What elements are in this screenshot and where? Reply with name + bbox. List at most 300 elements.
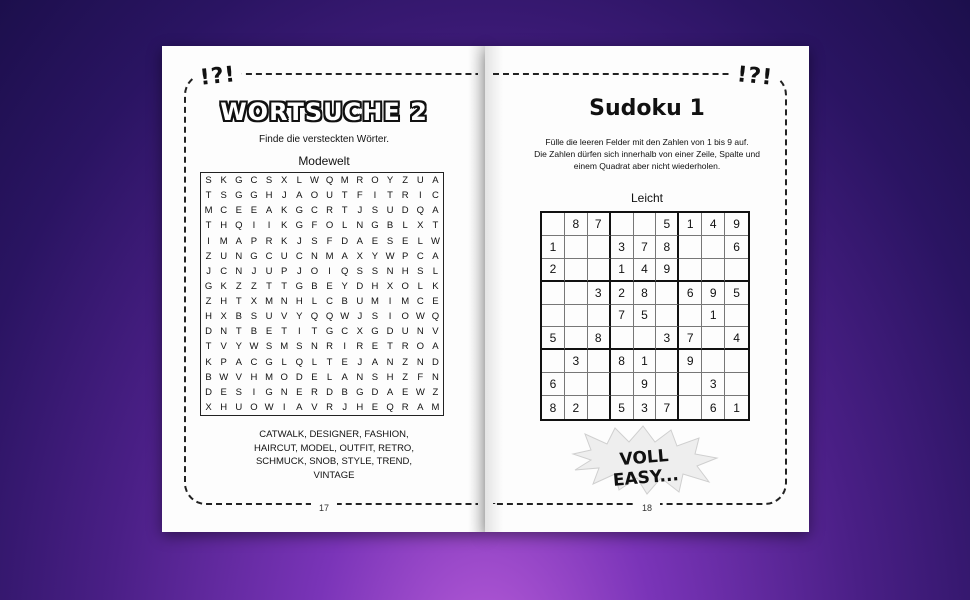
letter-cell: I <box>388 311 392 323</box>
letter-cell: S <box>371 371 379 383</box>
letter-cell: C <box>295 250 303 262</box>
letter-cell: K <box>281 205 288 217</box>
letter-cell: P <box>402 250 409 262</box>
sudoku-cell[interactable]: 5 <box>656 213 679 236</box>
sudoku-cell[interactable] <box>588 236 611 259</box>
letter-cell: C <box>265 250 273 262</box>
letter-cell: O <box>280 371 288 383</box>
right-page <box>485 46 809 532</box>
letter-cell: E <box>311 371 318 383</box>
letter-cell: O <box>371 175 379 187</box>
letter-cell: M <box>280 341 289 353</box>
letter-cell: M <box>204 205 213 217</box>
letter-cell: K <box>220 280 227 292</box>
letter-cell: C <box>432 190 439 202</box>
sudoku-cell[interactable]: 6 <box>725 236 748 259</box>
sudoku-cell[interactable]: 1 <box>542 236 565 259</box>
sudoku-cell[interactable]: 3 <box>611 236 634 259</box>
letter-cell: E <box>402 235 409 247</box>
letter-cell: R <box>311 386 318 398</box>
letter-cell: L <box>311 356 318 368</box>
sudoku-cell[interactable] <box>565 282 588 305</box>
letter-cell: O <box>310 265 319 277</box>
sudoku-cell[interactable] <box>725 373 748 396</box>
letter-cell: Q <box>386 401 394 413</box>
sudoku-cell[interactable]: 8 <box>611 350 634 373</box>
sudoku-cell[interactable] <box>679 396 702 419</box>
sudoku-cell[interactable] <box>611 373 634 396</box>
letter-cell: I <box>328 265 331 277</box>
sudoku-cell[interactable]: 5 <box>725 282 748 305</box>
letter-cell: W <box>415 386 425 398</box>
letter-cell: P <box>250 235 258 247</box>
sudoku-cell[interactable]: 7 <box>679 327 702 350</box>
letter-cell: D <box>326 386 333 398</box>
letter-cell: K <box>205 356 212 368</box>
letter-cell: N <box>280 386 288 398</box>
sudoku-cell[interactable]: 9 <box>679 350 702 373</box>
letter-cell: E <box>235 205 242 217</box>
letter-cell: O <box>250 401 258 413</box>
sudoku-cell[interactable] <box>611 327 634 350</box>
sudoku-cell[interactable]: 5 <box>634 305 657 328</box>
letter-cell: E <box>341 356 348 368</box>
letter-cell: S <box>265 175 273 187</box>
letter-cell: B <box>341 386 348 398</box>
sudoku-cell[interactable]: 4 <box>702 213 725 236</box>
sudoku-cell[interactable] <box>702 236 725 259</box>
letter-cell: E <box>220 386 227 398</box>
letter-cell: T <box>281 280 288 292</box>
sudoku-cell[interactable]: 1 <box>634 350 657 373</box>
letter-cell: A <box>265 205 273 217</box>
letter-cell: J <box>296 265 302 277</box>
sudoku-cell[interactable] <box>725 259 748 282</box>
letter-cell: T <box>341 205 348 217</box>
letter-cell: R <box>401 401 409 413</box>
letter-cell: W <box>340 311 350 323</box>
sudoku-cell[interactable]: 5 <box>542 327 565 350</box>
letter-cell: I <box>207 235 210 247</box>
exclamation-mark-decoration: !?! <box>193 62 243 92</box>
sudoku-cell[interactable] <box>565 305 588 328</box>
sudoku-cell[interactable]: 3 <box>565 350 588 373</box>
letter-cell: U <box>416 175 424 187</box>
letter-cell: H <box>295 296 303 308</box>
letter-cell: B <box>341 296 348 308</box>
letter-cell: Y <box>341 280 348 292</box>
sudoku-cell[interactable]: 1 <box>702 305 725 328</box>
letter-cell: N <box>356 220 364 232</box>
letter-cell: N <box>220 326 228 338</box>
letter-cell: V <box>235 371 242 383</box>
letter-cell: Z <box>235 280 242 292</box>
letter-cell: L <box>326 371 333 383</box>
letter-cell: U <box>401 326 409 338</box>
letter-cell: X <box>386 280 394 292</box>
sudoku-cell[interactable] <box>542 213 565 236</box>
sudoku-cell[interactable]: 2 <box>611 282 634 305</box>
sudoku-cell[interactable] <box>725 305 748 328</box>
sudoku-cell[interactable] <box>679 259 702 282</box>
letter-cell: N <box>235 265 243 277</box>
letter-cell: Z <box>205 250 212 262</box>
letter-cell: H <box>220 296 228 308</box>
letter-cell: U <box>326 190 333 202</box>
letter-cell: A <box>371 356 379 368</box>
letter-cell: S <box>311 235 318 247</box>
letter-cell: A <box>386 386 394 398</box>
letter-cell: G <box>325 326 334 338</box>
sudoku-cell[interactable] <box>702 327 725 350</box>
letter-cell: Q <box>295 356 303 368</box>
letter-cell: S <box>371 311 379 323</box>
letter-cell: O <box>416 341 424 353</box>
letter-cell: X <box>281 175 288 187</box>
letter-cell: N <box>386 356 394 368</box>
sudoku-cell[interactable]: 8 <box>656 236 679 259</box>
letter-cell: R <box>401 190 409 202</box>
page-number: 18 <box>634 503 660 513</box>
letter-cell: N <box>416 356 424 368</box>
letter-cell: H <box>205 311 212 323</box>
letter-cell: L <box>402 220 408 232</box>
letter-cell: B <box>235 311 242 323</box>
letter-cell: X <box>356 326 363 338</box>
letter-cell: H <box>265 190 273 202</box>
letter-cell: W <box>264 401 274 413</box>
letter-cell: L <box>311 296 318 308</box>
letter-cell: U <box>356 296 364 308</box>
letter-cell: T <box>432 220 439 232</box>
letter-cell: V <box>311 401 318 413</box>
letter-cell: H <box>356 401 364 413</box>
letter-cell: N <box>356 371 364 383</box>
letter-cell: E <box>250 205 258 217</box>
letter-cell: H <box>220 220 228 232</box>
letter-cell: Q <box>325 175 334 187</box>
sudoku-cell[interactable]: 7 <box>634 236 657 259</box>
letter-cell: X <box>205 401 212 413</box>
sudoku-cell[interactable]: 8 <box>542 396 565 419</box>
sudoku-cell[interactable] <box>702 350 725 373</box>
sudoku-cell[interactable]: 2 <box>542 259 565 282</box>
letter-cell: X <box>220 311 227 323</box>
sudoku-cell[interactable]: 9 <box>656 259 679 282</box>
sudoku-cell[interactable]: 5 <box>611 396 634 419</box>
letter-cell: P <box>220 356 227 368</box>
sudoku-cell[interactable] <box>634 327 657 350</box>
letter-cell: G <box>204 280 213 292</box>
sudoku-cell[interactable]: 1 <box>679 213 702 236</box>
letter-cell: M <box>370 296 379 308</box>
letter-cell: T <box>235 296 242 308</box>
sudoku-cell[interactable]: 8 <box>634 282 657 305</box>
sudoku-cell[interactable] <box>588 305 611 328</box>
letter-cell: C <box>416 250 424 262</box>
letter-cell: U <box>386 205 394 217</box>
letter-cell: T <box>341 190 348 202</box>
letter-cell: B <box>205 371 212 383</box>
sudoku-cell[interactable] <box>656 350 679 373</box>
letter-cell: E <box>371 341 379 353</box>
letter-cell: J <box>281 190 287 202</box>
letter-cell: F <box>417 371 424 383</box>
sudoku-cell[interactable]: 6 <box>542 373 565 396</box>
letter-cell: S <box>265 341 273 353</box>
sudoku-cell[interactable] <box>542 350 565 373</box>
letter-cell: F <box>356 190 363 202</box>
sudoku-cell[interactable] <box>542 305 565 328</box>
letter-cell: X <box>356 250 363 262</box>
letter-cell: R <box>265 235 273 247</box>
sudoku-cell[interactable]: 3 <box>702 373 725 396</box>
letter-cell: N <box>386 265 394 277</box>
letter-cell: Q <box>431 311 440 323</box>
sudoku-cell[interactable] <box>656 305 679 328</box>
letter-cell: L <box>342 220 348 232</box>
letter-cell: C <box>220 205 228 217</box>
letter-cell: S <box>205 175 212 187</box>
letter-cell: H <box>401 265 409 277</box>
word-search-subtitle: Finde die versteckten Wörter. <box>258 134 390 145</box>
letter-cell: D <box>295 371 303 383</box>
sudoku-cell[interactable] <box>588 350 611 373</box>
letter-cell: Q <box>310 311 319 323</box>
letter-cell: M <box>401 296 410 308</box>
letter-cell: H <box>250 371 258 383</box>
sudoku-cell[interactable] <box>679 305 702 328</box>
sudoku-cell[interactable] <box>656 282 679 305</box>
letter-cell: O <box>325 220 334 232</box>
letter-cell: Z <box>402 356 409 368</box>
letter-cell: Z <box>205 296 212 308</box>
sudoku-cell[interactable]: 7 <box>588 213 611 236</box>
letter-cell: J <box>357 205 363 217</box>
sudoku-title: Sudoku 1 <box>589 96 705 121</box>
sudoku-cell[interactable]: 6 <box>679 282 702 305</box>
sudoku-cell[interactable]: 3 <box>634 396 657 419</box>
sudoku-cell[interactable] <box>634 213 657 236</box>
letter-cell: A <box>356 235 363 247</box>
letter-cell: Q <box>235 220 243 232</box>
letter-cell: O <box>310 190 319 202</box>
letter-cell: D <box>205 386 212 398</box>
letter-cell: M <box>431 401 440 413</box>
letter-cell: D <box>401 205 409 217</box>
sudoku-cell[interactable]: 7 <box>611 305 634 328</box>
letter-cell: I <box>282 401 286 413</box>
letter-cell: N <box>416 326 424 338</box>
sudoku-cell[interactable] <box>565 373 588 396</box>
letter-cell: D <box>432 356 439 368</box>
letter-cell: C <box>250 356 258 368</box>
letter-cell: A <box>296 401 303 413</box>
letter-cell: A <box>235 235 242 247</box>
word-list-line: HAIRCUT, MODEL, OUTFIT, RETRO, <box>254 442 414 454</box>
letter-cell: J <box>251 265 257 277</box>
sudoku-cell[interactable]: 1 <box>611 259 634 282</box>
letter-cell: L <box>417 235 423 247</box>
letter-cell: A <box>235 356 242 368</box>
letter-cell: I <box>252 220 256 232</box>
sudoku-cell[interactable] <box>542 282 565 305</box>
letter-cell: H <box>371 280 379 292</box>
sudoku-cell[interactable]: 3 <box>656 327 679 350</box>
letter-cell: I <box>418 190 422 202</box>
sudoku-cell[interactable] <box>588 396 611 419</box>
sudoku-cell[interactable]: 1 <box>733 400 740 415</box>
letter-cell: S <box>235 386 242 398</box>
letter-cell: W <box>385 250 395 262</box>
letter-cell: Y <box>386 175 394 187</box>
letter-cell: W <box>309 175 319 187</box>
letter-cell: I <box>297 326 301 338</box>
letter-cell: T <box>281 326 288 338</box>
letter-cell: G <box>371 220 379 232</box>
sudoku-cell[interactable] <box>679 373 702 396</box>
letter-cell: C <box>250 175 258 187</box>
letter-cell: B <box>386 220 394 232</box>
letter-cell: G <box>235 175 243 187</box>
letter-cell: S <box>371 205 379 217</box>
sudoku-cell[interactable] <box>588 373 611 396</box>
letter-cell: S <box>220 190 227 202</box>
letter-cell: G <box>250 250 258 262</box>
word-list <box>222 428 446 482</box>
letter-cell: E <box>432 296 439 308</box>
letter-cell: E <box>371 401 379 413</box>
sudoku-cell[interactable] <box>565 236 588 259</box>
letter-cell: T <box>387 341 393 353</box>
word-search-title: WORTSUCHE 2 <box>220 98 428 126</box>
letter-cell: T <box>311 326 318 338</box>
letter-cell: N <box>280 296 288 308</box>
word-list-line: SCHMUCK, SNOB, STYLE, TREND, <box>255 456 413 467</box>
letter-cell: F <box>326 235 333 247</box>
sudoku-cell[interactable] <box>725 350 748 373</box>
sudoku-cell[interactable] <box>588 259 611 282</box>
sudoku-cell[interactable]: 9 <box>725 213 748 236</box>
letter-cell: B <box>250 326 258 338</box>
letter-cell: Q <box>340 265 349 277</box>
letter-cell: K <box>281 220 288 232</box>
word-search-grid <box>200 172 444 416</box>
letter-cell: N <box>311 250 318 262</box>
burst-label: VOLL EASY... <box>612 445 680 491</box>
letter-cell: U <box>235 401 243 413</box>
letter-cell: I <box>343 341 346 353</box>
letter-cell: I <box>388 296 392 308</box>
letter-cell: L <box>281 356 287 368</box>
sudoku-cell[interactable]: 7 <box>656 396 679 419</box>
sudoku-cell[interactable]: 9 <box>634 373 657 396</box>
letter-cell: I <box>252 386 256 398</box>
letter-cell: R <box>356 175 364 187</box>
sudoku-cell[interactable] <box>565 259 588 282</box>
letter-cell: M <box>340 175 349 187</box>
letter-cell: N <box>235 250 243 262</box>
letter-cell: L <box>432 265 439 277</box>
sudoku-grid <box>540 211 750 421</box>
sudoku-cell[interactable]: 8 <box>588 327 611 350</box>
letter-cell: J <box>296 235 302 247</box>
letter-cell: A <box>432 205 439 217</box>
letter-cell: Q <box>325 311 334 323</box>
sudoku-cell[interactable]: 3 <box>588 282 611 305</box>
letter-cell: D <box>371 386 379 398</box>
letter-cell: W <box>415 311 425 323</box>
letter-cell: Z <box>251 280 257 292</box>
letter-cell: S <box>296 341 303 353</box>
letter-cell: G <box>295 205 303 217</box>
letter-cell: S <box>371 265 379 277</box>
letter-cell: D <box>386 326 394 338</box>
letter-cell: T <box>205 341 212 353</box>
letter-cell: L <box>417 280 423 292</box>
letter-cell: E <box>402 386 409 398</box>
sudoku-cell[interactable] <box>565 327 588 350</box>
letter-cell: G <box>295 280 303 292</box>
letter-cell: W <box>219 371 229 383</box>
sudoku-cell[interactable]: 9 <box>702 282 725 305</box>
letter-cell: E <box>371 235 379 247</box>
instructions-line: Die Zahlen dürfen sich innerhalb von einer Zeile, Spalte und <box>534 149 760 159</box>
letter-cell: K <box>432 280 439 292</box>
sudoku-cell[interactable] <box>702 259 725 282</box>
letter-cell: C <box>341 326 349 338</box>
letter-cell: C <box>416 296 424 308</box>
letter-cell: I <box>267 220 271 232</box>
sudoku-cell[interactable]: 8 <box>565 213 588 236</box>
sudoku-cell[interactable]: 2 <box>565 396 588 419</box>
letter-cell: J <box>342 401 348 413</box>
letter-cell: S <box>250 311 258 323</box>
letter-cell: D <box>341 235 349 247</box>
letter-cell: T <box>266 280 272 292</box>
letter-cell: T <box>205 190 212 202</box>
sudoku-cell[interactable] <box>679 236 702 259</box>
sudoku-cell[interactable]: 6 <box>702 396 725 419</box>
letter-cell: V <box>220 341 227 353</box>
sudoku-cell[interactable]: 4 <box>725 327 748 350</box>
letter-cell: Z <box>402 371 409 383</box>
letter-cell: Y <box>371 250 379 262</box>
letter-cell: T <box>235 326 242 338</box>
sudoku-cell[interactable] <box>611 213 634 236</box>
letter-cell: N <box>311 341 318 353</box>
letter-cell: U <box>265 265 273 277</box>
letter-cell: G <box>295 220 303 232</box>
word-list-line: CATWALK, DESIGNER, FASHION, <box>259 429 409 440</box>
letter-cell: A <box>432 341 439 353</box>
letter-cell: K <box>220 175 227 187</box>
sudoku-cell[interactable] <box>656 373 679 396</box>
page-number: 17 <box>311 503 337 513</box>
word-list-line: VINTAGE <box>313 469 355 481</box>
letter-cell: A <box>417 401 424 413</box>
letter-cell: T <box>326 356 333 368</box>
sudoku-difficulty: Leicht <box>630 191 664 205</box>
letter-cell: X <box>250 296 258 308</box>
left-page <box>162 46 486 532</box>
letter-cell: O <box>401 280 409 292</box>
letter-cell: F <box>311 220 318 232</box>
sudoku-cell[interactable]: 4 <box>634 259 657 282</box>
letter-cell: N <box>432 371 439 383</box>
letter-cell: Y <box>296 311 303 323</box>
letter-cell: J <box>206 265 211 277</box>
